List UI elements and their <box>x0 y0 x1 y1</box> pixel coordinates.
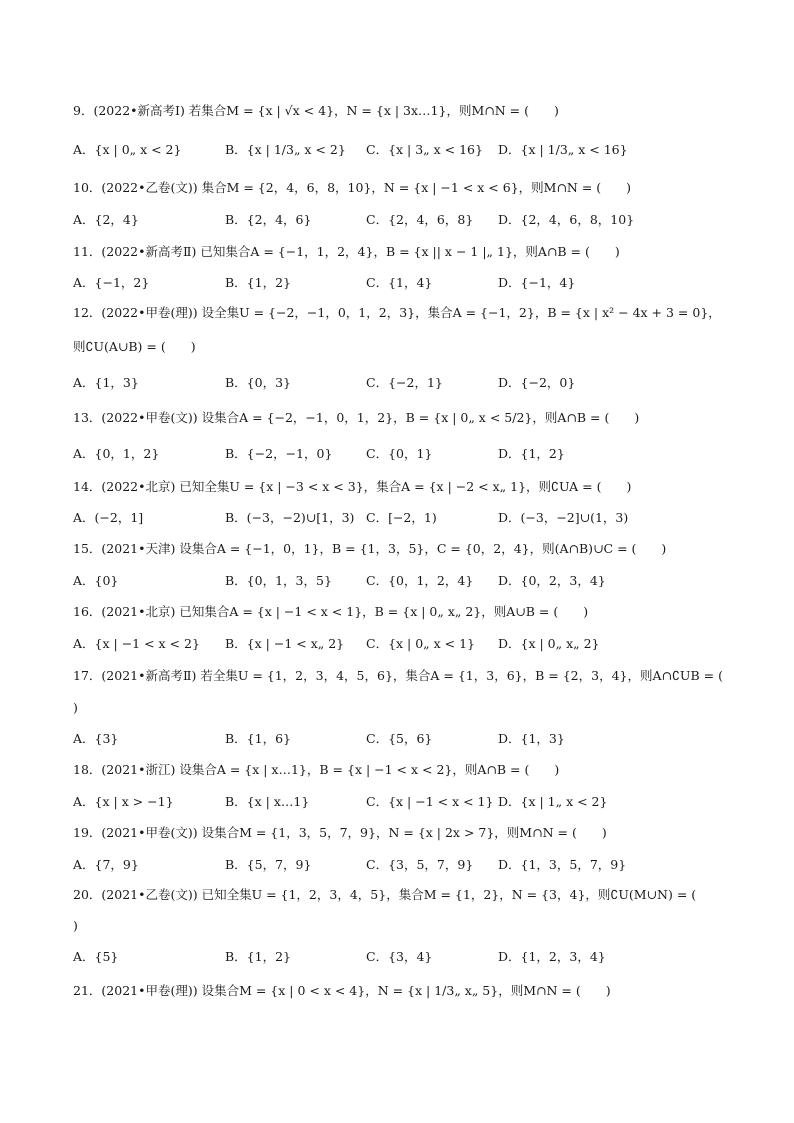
question-stem: 13．(2022•甲卷(文)) 设集合A = {−2，−1，0，1，2}，B = {x | 0„ x < 5/2}，则A∩B = ( ) <box>73 410 640 425</box>
question-stem: 9．(2022•新高考Ⅰ) 若集合M = {x | √x < 4}，N = {x | 3x…1}，则M∩N = ( ) <box>73 103 559 118</box>
question-stem: 21．(2021•甲卷(理)) 设集合M = {x | 0 < x < 4}，N = {x | 1/3„ x„ 5}，则M∩N = ( ) <box>73 983 611 998</box>
option-C[interactable]: C．{0，1，2，4} <box>366 573 474 588</box>
question-stem: 18．(2021•浙江) 设集合A = {x | x…1}，B = {x | −1 < x < 2}，则A∩B = ( ) <box>73 762 560 777</box>
option-A[interactable]: A．{0} <box>73 573 119 588</box>
option-C[interactable]: C．[−2，1) <box>366 510 437 525</box>
option-C[interactable]: C．{3，5，7，9} <box>366 857 474 872</box>
option-D[interactable]: D．{1，3} <box>498 731 565 746</box>
option-D[interactable]: D．{1，2} <box>498 446 565 461</box>
option-D[interactable]: D．{−2，0} <box>498 375 576 390</box>
question-stem: 14．(2022•北京) 已知全集U = {x | −3 < x < 3}，集合A = {x | −2 < x„ 1}，则∁UA = ( ) <box>73 479 632 494</box>
option-D[interactable]: D．{2，4，6，8，10} <box>498 212 635 227</box>
option-B[interactable]: B．{x | 1/3„ x < 2} <box>225 142 346 157</box>
question-stem: 12．(2022•甲卷(理)) 设全集U = {−2，−1，0，1，2，3}，集合A = {−1，2}，B = {x | x² − 4x + 3 = 0}， <box>73 305 721 320</box>
question-stem: 15．(2021•天津) 设集合A = {−1，0，1}，B = {1，3，5}，C = {0，2，4}，则(A∩B)∪C = ( ) <box>73 541 667 556</box>
option-C[interactable]: C．{x | −1 < x < 1} <box>366 794 494 809</box>
question-stem: 19．(2021•甲卷(文)) 设集合M = {1，3，5，7，9}，N = {x | 2x > 7}，则M∩N = ( ) <box>73 825 607 840</box>
option-B[interactable]: B．{1，2} <box>225 949 291 964</box>
option-D[interactable]: D．{0，2，3，4} <box>498 573 606 588</box>
option-C[interactable]: C．{x | 0„ x < 1} <box>366 636 476 651</box>
question-stem: 10．(2022•乙卷(文)) 集合M = {2，4，6，8，10}，N = {x | −1 < x < 6}，则M∩N = ( ) <box>73 180 632 195</box>
option-D[interactable]: D．{1，2，3，4} <box>498 949 606 964</box>
option-C[interactable]: C．{3，4} <box>366 949 433 964</box>
option-B[interactable]: B．(−3，−2)∪[1，3) <box>225 510 355 525</box>
option-D[interactable]: D．{x | 1/3„ x < 16} <box>498 142 628 157</box>
option-B[interactable]: B．{x | x…1} <box>225 794 310 809</box>
question-stem: 16．(2021•北京) 已知集合A = {x | −1 < x < 1}，B = {x | 0„ x„ 2}，则A∪B = ( ) <box>73 604 589 619</box>
question-stem: 17．(2021•新高考Ⅱ) 若全集U = {1，2，3，4，5，6}，集合A = {1，3，6}，B = {2，3，4}，则A∩∁UB = ( <box>73 668 723 683</box>
option-A[interactable]: A．(−2，1] <box>73 510 144 525</box>
option-B[interactable]: B．{5，7，9} <box>225 857 312 872</box>
option-A[interactable]: A．{x | −1 < x < 2} <box>73 636 200 651</box>
option-C[interactable]: C．{x | 3„ x < 16} <box>366 142 483 157</box>
option-B[interactable]: B．{0，3} <box>225 375 291 390</box>
option-D[interactable]: D．{1，3，5，7，9} <box>498 857 627 872</box>
question-stem-continuation: ) <box>73 700 78 715</box>
option-A[interactable]: A．{3} <box>73 731 119 746</box>
option-D[interactable]: D．{x | 1„ x < 2} <box>498 794 608 809</box>
option-A[interactable]: A．{5} <box>73 949 119 964</box>
option-B[interactable]: B．{x | −1 < x„ 2} <box>225 636 345 651</box>
option-C[interactable]: C．{1，4} <box>366 275 433 290</box>
option-D[interactable]: D．{x | 0„ x„ 2} <box>498 636 600 651</box>
option-A[interactable]: A．{−1，2} <box>73 275 150 290</box>
question-stem-continuation: ) <box>73 918 78 933</box>
option-A[interactable]: A．{1，3} <box>73 375 139 390</box>
option-B[interactable]: B．{0，1，3，5} <box>225 573 332 588</box>
option-C[interactable]: C．{5，6} <box>366 731 433 746</box>
option-B[interactable]: B．{−2，−1，0} <box>225 446 333 461</box>
option-C[interactable]: C．{−2，1} <box>366 375 443 390</box>
option-C[interactable]: C．{0，1} <box>366 446 433 461</box>
option-C[interactable]: C．{2，4，6，8} <box>366 212 474 227</box>
option-B[interactable]: B．{1，2} <box>225 275 291 290</box>
option-B[interactable]: B．{2，4，6} <box>225 212 312 227</box>
option-B[interactable]: B．{1，6} <box>225 731 291 746</box>
option-D[interactable]: D．{−1，4} <box>498 275 576 290</box>
option-D[interactable]: D．(−3，−2]∪(1，3) <box>498 510 629 525</box>
question-stem: 20．(2021•乙卷(文)) 已知全集U = {1，2，3，4，5}，集合M = {1，2}，N = {3，4}，则∁U(M∪N) = ( <box>73 887 697 902</box>
question-stem: 11．(2022•新高考Ⅱ) 已知集合A = {−1，1，2，4}，B = {x || x − 1 |„ 1}，则A∩B = ( ) <box>73 244 620 259</box>
option-A[interactable]: A．{7，9} <box>73 857 139 872</box>
option-A[interactable]: A．{2，4} <box>73 212 139 227</box>
question-stem-continuation: 则∁U(A∪B) = ( ) <box>73 339 196 354</box>
option-A[interactable]: A．{x | 0„ x < 2} <box>73 142 182 157</box>
option-A[interactable]: A．{x | x > −1} <box>73 794 174 809</box>
option-A[interactable]: A．{0，1，2} <box>73 446 160 461</box>
